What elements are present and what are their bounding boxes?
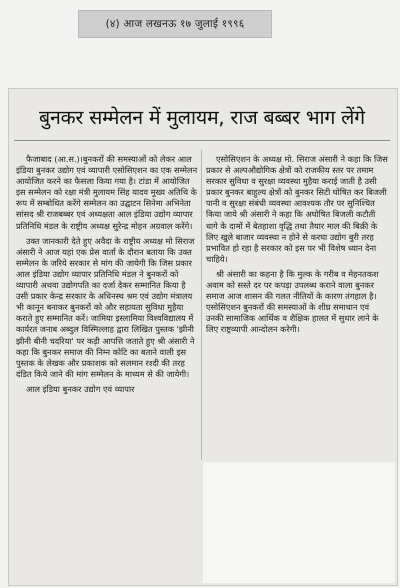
headline-rule xyxy=(14,140,390,141)
article-paragraph: एसोसिएशन के अध्यक्ष मो. सिराज अंसारी ने कहा कि जिस प्रकार से अल्पऔद्योगिक क्षेत्रों को राजकीय स्तर पर तमाम सरकार सुविधा व सुरक्षा व्यवस्था मुहैया कराई जाती है उसी प्रकार बुनकर बाहुल्य क्षेत्रों को बुनकर सिटी घोषित कर बिजली पानी व सुरक्षा संबंधी व्यवस्था आवश्यक तौर पर सुनिश्चित किया जाये श्री अंसारी ने कहा कि अघोषित बिजली कटौती धागे के दामों में बेतहाशा वृद्धि तथा तैयार माल की बिक्री के लिए खुले बाजार व्यवस्था न होने से करघा उद्योग बुरी तरह प्रभावित हो रहा है सरकार को इस पर भी विशेष ध्यान देना चाहिये। xyxy=(206,154,388,264)
article-paragraph: आल इंडिया बुनकर उद्योग एवं व्यापार xyxy=(26,383,135,394)
blank-area xyxy=(203,462,395,583)
article-column-right xyxy=(206,154,388,458)
headline: बुनकर सम्मेलन में मुलायम, राज बब्बर भाग लेंगे xyxy=(39,106,365,129)
article-column-left xyxy=(16,154,198,584)
dateline: (४) आज लखनऊ १७ जुलाई १९९६ xyxy=(78,10,272,38)
article-paragraph: फैजाबाद (आ.स.)।बुनकरों की समस्याओं को लेकर आल इंडिया बुनकर उद्योग एवं व्यापारी एसोसिएशन का एक सम्मेलन आयोजित करने का फैसला किया गया है। टांडा में आयोजित इस सम्मेलन को रक्षा मंत्री मुलायम सिंह यादव मुख्य अतिथि के रूप में सम्बोधित करेंगे सम्मेलन का उद्घाटन सिनेमा अभिनेता सांसद श्री राजबब्बर एवं अध्यक्षता आल इंडिया उद्योग व्यापार प्रतिनिधि मंडल के राष्ट्रीय अध्यक्ष सुरेन्द्र मोहन अग्रवाल करेंगे। xyxy=(16,154,198,231)
column-divider xyxy=(201,150,202,460)
article-paragraph: उक्त जानकारी देते हुए अवैदा के राष्ट्रीय अध्यक्ष मो सिराज अंसारी ने आज यहां एक प्रेस वार्ता के दौरान बताया कि उक्त सम्मेलन के जरिये सरकार से मांग की जायेगी कि जिस प्रकार आल इंडिया उद्योग व्यापार प्रतिनिधि मंडल ने बुनकरों को व्यापारी अथवा उद्योगपति का दर्जा देकर सम्मानित किया है उसी प्रकार केन्द्र सरकार के अधिनस्थ श्रम एवं उद्योग मंत्रालय भी कानून बनाकर बुनकरों को और सहायता सुविधा मुहैया कराते हुए सम्मानित करें। जामिया इस्लामिया विश्वविद्यालय में कार्यरत जनाब अब्दुल विस्मिल्लाह द्वारा लिखित पुस्तक 'झीनी झीनी बीनी चदरिया' पर कड़ी आपत्ति जताते हुए श्री अंसारी ने कहा कि बुनकर समाज की निम्न कोटि का बताने वाली इस पुस्तक के लेखक और प्रकाशक को सलमान रश्दी की तरह दंडित किये जाने की मांग सम्मेलन के माध्यम से की जायेगी। xyxy=(16,235,195,379)
article-paragraph: श्री अंसारी का कहना है कि मुल्क के गरीब व मेहनतकश अवाम को सस्ते दर पर कपड़ा उपलब्ध कराने वाला बुनकर समाज आज शासन की गलत नीतियों के कारण तंगहाल है। एसोसिएशन बुनकरों की समस्याओं के शीघ्र समाधान एवं उनकी सामाजिक आर्थिक व शैक्षिक हालत में सुधार लाने के लिए राष्ट्रव्यापी आन्दोलन करेगी। xyxy=(206,268,379,335)
